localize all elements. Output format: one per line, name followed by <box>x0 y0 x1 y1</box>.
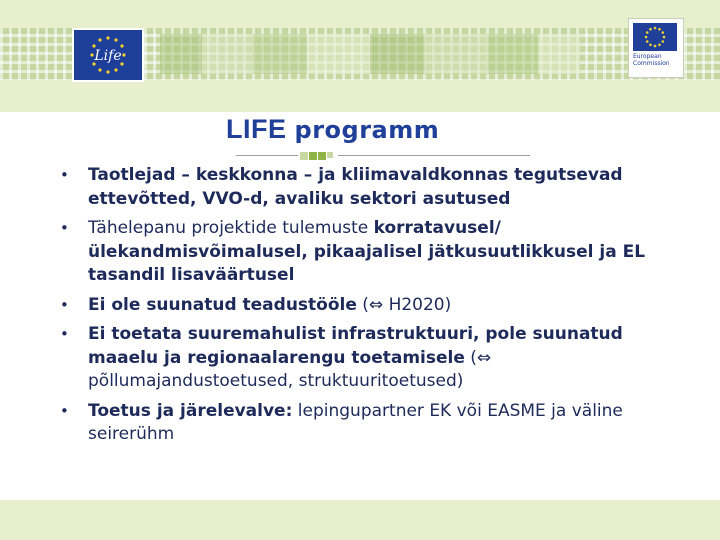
ec-logo-line-1: European <box>633 53 662 60</box>
eu-flag-icon <box>633 23 677 51</box>
bullet-4-bold: Ei toetata suuremahulist infrastruktuuri, pole suunatud maaelu ja regionaalarengu toetamisele <box>88 324 623 368</box>
bullet-5-bold: Toetus ja järelevalve: <box>88 400 293 421</box>
ec-logo-line-2: Commission <box>633 60 670 67</box>
title-word-life: LIFE <box>226 114 287 144</box>
bullet-5-normal: lepingupartner EK või EASME ja väline seirerühm <box>88 400 623 444</box>
bullet-4-normal: (⇔ põllumajandustoetused, struktuuritoetused) <box>88 347 492 391</box>
bullet-2-bold: korratavusel/ülekandmisvõimalusel, pikaajalisel jätkusuutlikkusel ja EL tasandil lisaväärtusel <box>88 218 646 285</box>
european-commission-logo <box>628 18 684 78</box>
bullet-2-normal: Tähelepanu projektide tulemuste <box>88 218 374 238</box>
title-word-programm: programm <box>294 116 440 144</box>
square-3 <box>318 152 326 160</box>
title-rule-left <box>236 155 298 156</box>
bullet-item-focus <box>60 217 690 288</box>
square-2 <box>309 152 317 160</box>
life-logo-icon <box>77 32 139 78</box>
title-decorative-squares <box>300 150 334 162</box>
bullet-item-applicants <box>60 164 690 211</box>
page-title <box>226 114 439 145</box>
life-logo-text: Life <box>94 48 122 64</box>
ec-logo-text <box>633 53 681 67</box>
title-area <box>0 112 720 148</box>
bullet-item-support-supervision <box>60 400 690 447</box>
title-rule-right <box>338 155 530 156</box>
square-1 <box>300 152 308 160</box>
bullet-item-no-infrastructure <box>60 323 690 394</box>
bullet-3-normal: (⇔ H2020) <box>356 294 452 315</box>
bullet-1-bold: Taotlejad – keskkonna – ja kliimavaldkonnas tegutsevad ettevõtted, VVO-d, avaliku sektori asutused <box>88 165 623 209</box>
bullet-item-not-research <box>60 294 690 318</box>
bullet-3-bold: Ei ole suunatud teadustööle <box>88 294 357 315</box>
bullet-list <box>60 164 690 453</box>
square-4 <box>327 152 333 158</box>
life-logo <box>72 28 144 82</box>
footer-band <box>0 500 720 540</box>
